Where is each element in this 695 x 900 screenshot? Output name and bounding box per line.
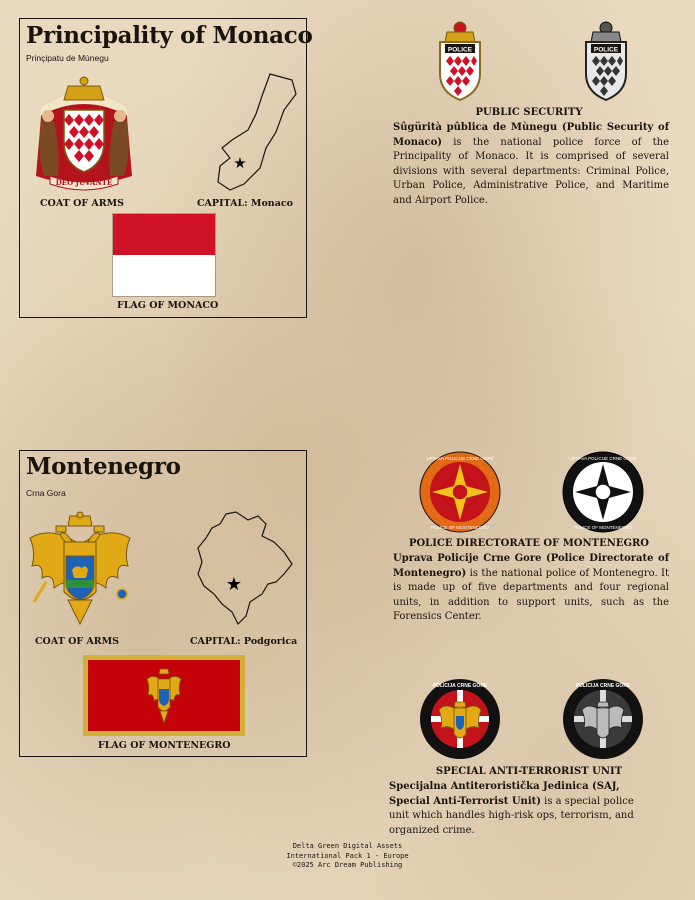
saj-paragraph [389,780,653,838]
montenegro-map [192,508,296,632]
monaco-security-bold: Sûgürità pûblica de Mùnegu (Public Security of Monaco) [393,122,669,148]
saj-bold: Specijalna Antiteroristička Jedinica (SAJ, Special Anti-Terrorist Unit) [389,781,620,807]
footer-line-1: Delta Green Digital Assets [292,842,403,850]
montenegro-police-body: is the national police of Montenegro. It is made up of five departments and four regional units, in addition to support units, such as the Forensics Center. [393,567,670,622]
montenegro-flag-eagle-icon [146,667,182,725]
montenegro-police-badge-bottom-text: POLICE OF MONTENEGRO [430,525,490,530]
saj-heading: SPECIAL ANTI-TERRORIST UNIT [435,766,623,777]
montenegro-police-badge-color [419,451,501,533]
monaco-title: Principality of Monaco [26,22,313,49]
montenegro-flag-field [88,660,240,731]
saj-badge-top-text: POLICIJA CRNE GORE [432,683,488,689]
monaco-police-badge-text: POLICE [447,46,473,54]
montenegro-coat-label: COAT OF ARMS [35,636,120,647]
saj-badge-bw [562,678,644,760]
montenegro-subtitle: Crna Gora [26,488,66,498]
saj-badge-color [419,678,501,760]
monaco-coat-label: COAT OF ARMS [40,198,125,209]
montenegro-police-badge-bw [562,451,644,533]
montenegro-police-bold: Uprava Policije Crne Gore (Police Directorate of Montenegro) [393,553,669,579]
montenegro-police-heading: POLICE DIRECTORATE OF MONTENEGRO [408,538,650,549]
montenegro-police-badge-bw-bottom-text: POLICE OF MONTENEGRO [573,525,633,530]
monaco-police-badge-color [437,20,483,102]
capital-star-icon: ★ [233,154,247,172]
monaco-security-body: is the national police force of the Principality of Monaco. It is comprised of several divisions with several departments: Criminal Police, Urban Police, Administrative Police, and Maritime and Airport Police. [393,136,669,206]
montenegro-police-badge-top-text: UPRAVA POLICIJE CRNE GORE [426,456,494,461]
footer-line-2: International Pack 1 - Europe [286,851,409,860]
montenegro-police-paragraph [393,552,669,625]
capital-star-icon: ★ [225,574,243,595]
monaco-flag-label: FLAG OF MONACO [117,300,219,311]
monaco-capital-label: CAPITAL: Monaco [197,198,293,209]
monaco-police-badge-bw [583,20,629,102]
monaco-police-badge-bw-text: POLICE [593,46,619,54]
montenegro-capital-label: CAPITAL: Podgorica [190,636,298,647]
monaco-security-paragraph [393,121,669,208]
monaco-coat-of-arms [28,72,140,192]
monaco-subtitle: Prinçipatu de Mùnegu [26,53,109,63]
monaco-map [192,70,302,198]
monaco-flag-red-band [113,214,215,255]
monaco-flag-white-band [113,255,215,296]
montenegro-flag-label: FLAG OF MONTENEGRO [98,740,231,751]
monaco-security-heading: PUBLIC SECURITY [475,107,583,118]
montenegro-police-badge-bw-top-text: UPRAVA POLICIJE CRNE GORE [569,456,637,461]
montenegro-coat-of-arms [26,512,134,628]
montenegro-title: Montenegro [26,453,181,480]
montenegro-flag [83,655,245,736]
saj-body: is a special police unit which handles high-risk ops, terrorism, and organized crime. [389,795,634,836]
monaco-motto: DEO JUVANTE [55,178,113,187]
saj-badge-bw-top-text: POLICIJA CRNE GORE [575,683,631,689]
footer [0,842,695,871]
monaco-flag [113,214,215,296]
footer-line-3: ©2025 Arc Dream Publishing [292,861,403,869]
